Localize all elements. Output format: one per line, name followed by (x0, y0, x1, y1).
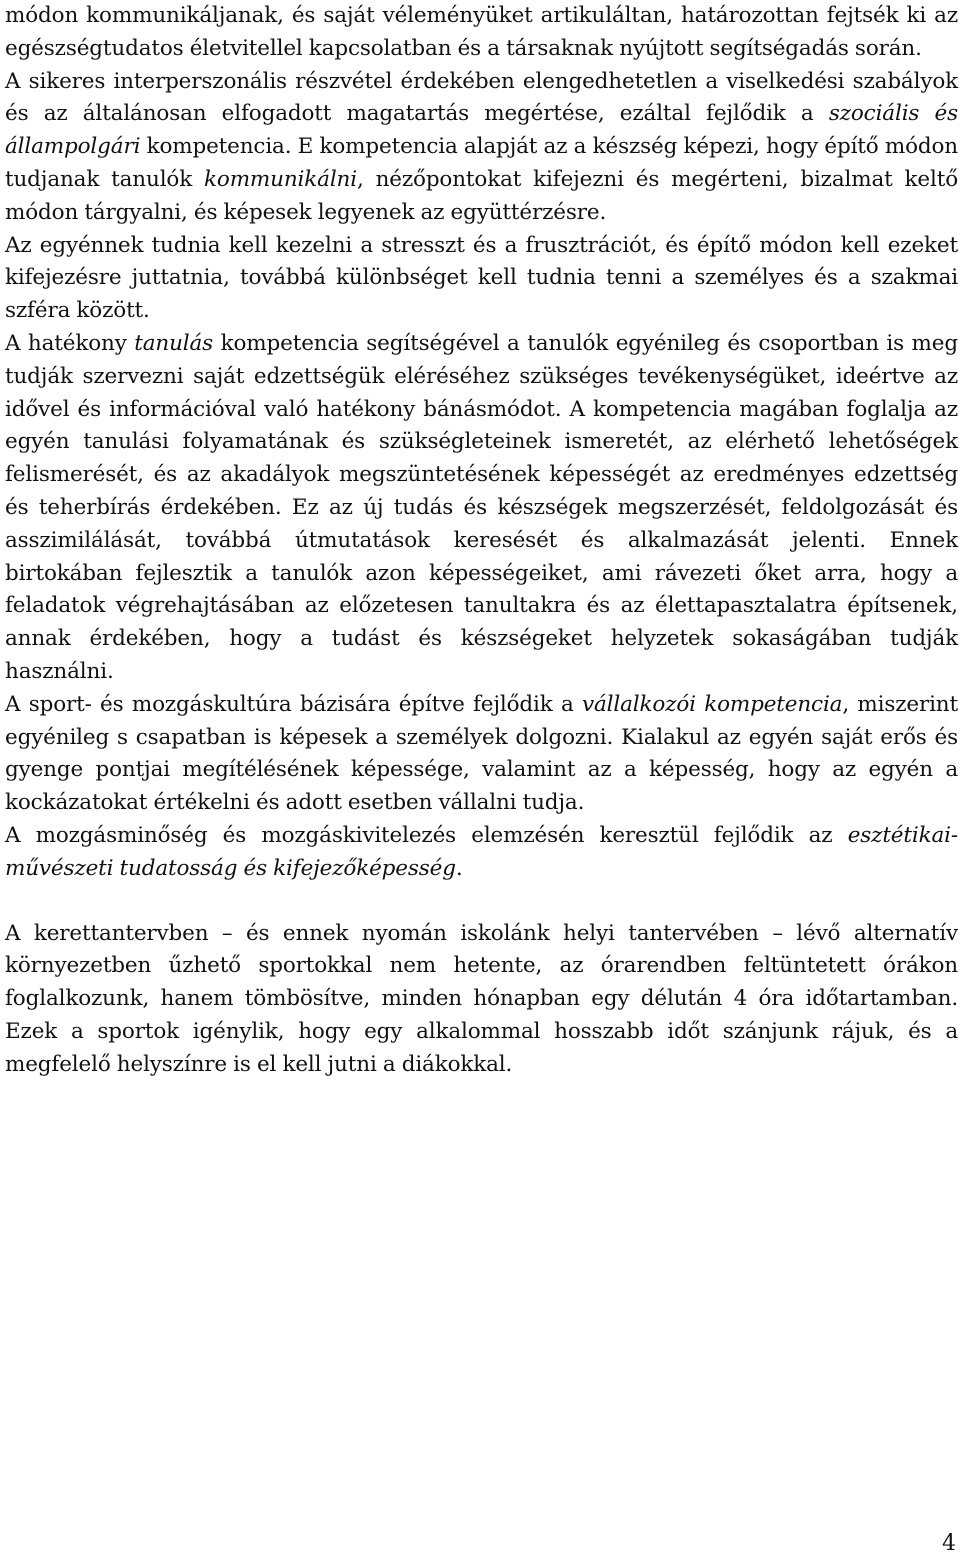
text-span: A kerettantervben – és ennek nyomán iskolánk helyi tantervében – lévő alternatív környezetben űzhető sportokkal nem hetente, az órarendben feltüntetett órákon foglalkozunk, hanem tömbösítve, minden hónapban egy délután 4 óra időtartamban. Ezek a sportok igénylik, hogy egy alkalommal hosszabb időt szánjunk rájuk, és a megfelelő helyszínre is el kell jutni a diákokkal. (5, 920, 958, 1077)
text-span: A mozgásminőség és mozgáskivitelezés elemzésén keresztül fejlődik az (5, 822, 848, 848)
paragraph-spacer (5, 886, 958, 918)
text-span: kompetencia. E kompetencia alapját az a készség képezi, hogy építő módon tudjanak tanulók (5, 134, 958, 192)
page-number: 4 (942, 1531, 956, 1556)
italic-term: vállalkozói kompetencia (581, 691, 843, 717)
paragraph (5, 820, 958, 886)
text-span: , nézőpontokat kifejezni és megérteni, bizalmat keltő módon tárgyalni, és képesek legyenek az együttérzésre. (5, 166, 959, 225)
text-span: , miszerint egyénileg s csapatban is képesek a személyek dolgozni. Kialakul az egyén saját erős és gyenge pontjai megítélésének képessége, valamint az a képesség, hogy az egyén a kockázatokat értékelni és adott esetben vállalni tudja. (5, 691, 958, 816)
paragraph (5, 328, 958, 689)
text-span: A sport- és mozgáskultúra bázisára építve fejlődik a (5, 691, 582, 717)
paragraph (5, 230, 958, 328)
paragraph (5, 66, 958, 230)
text-span: kompetencia segítségével a tanulók egyénileg és csoportban is meg tudják szervezni saját edzettségük eléréséhez szükséges tevékenységüket, ideértve az idővel és információval való hatékony bánásmódot. A kompetencia magában foglalja az egyén tanulási folyamatának és szükségleteinek ismeretét, az elérhető lehetőségek felismerését, és az akadályok megszüntetésének képességét az eredményes edzettség és teherbírás érdekében. Ez az új tudás és készségek megszerzését, feldolgozását és asszimilálását, továbbá útmutatások keresését és alkalmazását jelenti. Ennek birtokában fejlesztik a tanulók azon képességeiket, ami rávezeti őket arra, hogy a feladatok végrehajtásában az előzetesen tanultakra és az élettapasztalatra építsenek, annak érdekében, hogy a tudást és készségeket helyzetek sokaságában tudják használni. (5, 330, 958, 684)
text-span: . (455, 855, 463, 881)
document-body (5, 0, 958, 1082)
italic-term: tanulás (134, 330, 214, 356)
text-span: A sikeres interperszonális részvétel érdekében elengedhetetlen a viselkedési szabályok és az általánosan elfogadott magatartás megértése, ezáltal fejlődik a (5, 68, 958, 127)
italic-term: szociális és állampolgári (5, 101, 958, 160)
italic-term: kommunikálni (204, 166, 357, 192)
text-span: módon kommunikáljanak, és saját véleményüket artikuláltan, határozottan fejtsék ki az egészségtudatos életvitellel kapcsolatban és a társaknak nyújtott segítségadás során. (5, 3, 958, 61)
italic-term: esztétikai-művészeti tudatosság és kifejezőképesség (5, 822, 958, 881)
paragraph (5, 689, 958, 820)
paragraph (5, 0, 958, 66)
text-span: Az egyénnek tudnia kell kezelni a stresszt és a frusztrációt, és építő módon kell ezeket kifejezésre juttatnia, továbbá különbséget kell tudnia tenni a személyes és a szakmai szféra között. (5, 232, 958, 324)
paragraph (5, 918, 958, 1082)
text-span: A hatékony (5, 330, 135, 356)
